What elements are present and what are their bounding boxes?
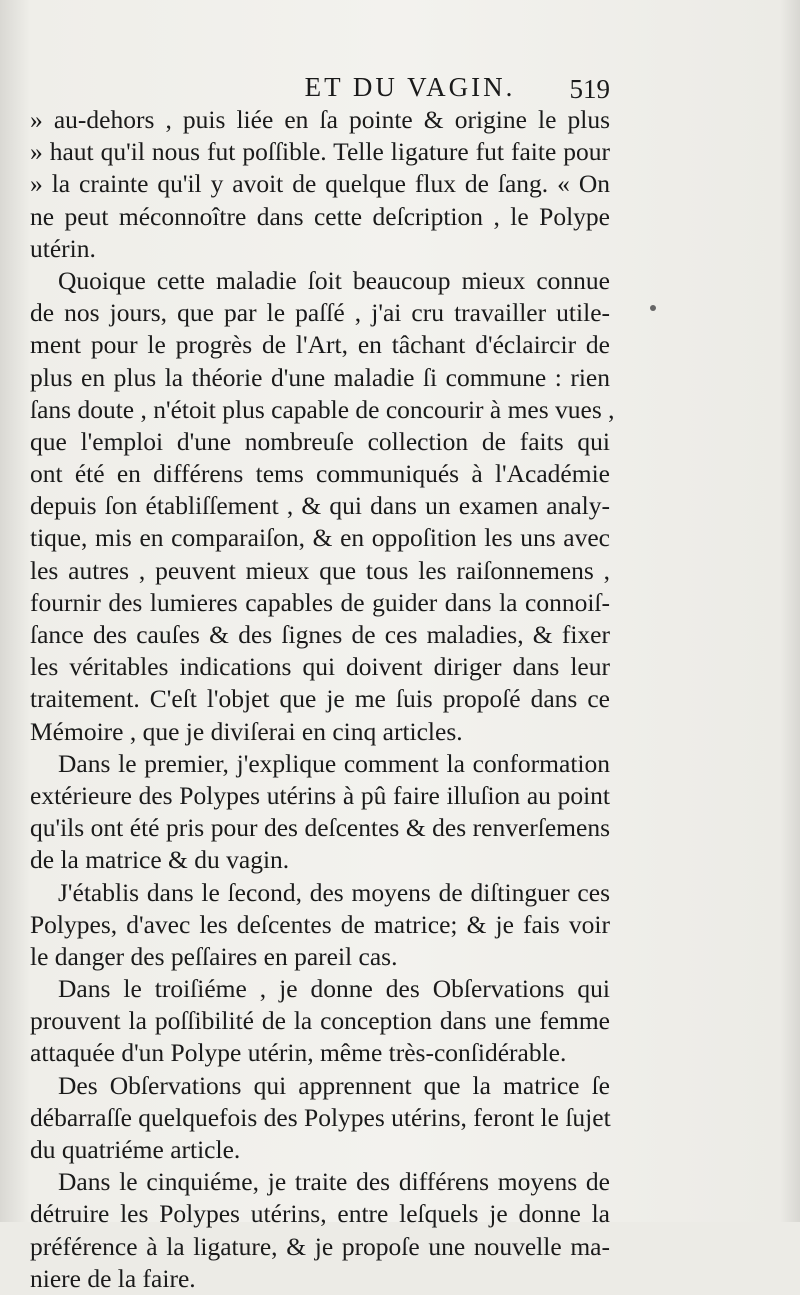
text-line: » haut qu'il nous fut poſſible. Telle ligature fut faite pour (30, 137, 610, 167)
text-line: détruire les Polypes utérins, entre leſquels je donne la (30, 1199, 610, 1229)
text-line: J'établis dans le ſecond, des moyens de diſtinguer ces (58, 877, 610, 907)
page-number: 519 (569, 74, 610, 104)
text-line: extérieure des Polypes utérins à pû faire illuſion au point (30, 780, 610, 810)
text-line: niere de la faire. (30, 1263, 196, 1293)
text-line: » la crainte qu'il y avoit de quelque flux de ſang. « On (30, 169, 610, 199)
text-line: Dans le premier, j'explique comment la conformation (58, 748, 610, 778)
text-line: ne peut méconnoître dans cette deſcription , le Polype (30, 201, 610, 231)
running-title: ET DU VAGIN. (304, 72, 516, 102)
text-line: traitement. C'eſt l'objet que je me ſuis propoſé dans ce (30, 684, 610, 714)
text-line: Des Obſervations qui apprennent que la matrice ſe (58, 1070, 610, 1100)
text-line: Mémoire , que je diviſerai en cinq articles. (30, 716, 463, 746)
text-line: Dans le cinquiéme, je traite des différens moyens de (58, 1167, 610, 1197)
text-line: ſans doute , n'étoit plus capable de concourir à mes vues , (30, 394, 615, 424)
text-line: Polypes, d'avec les deſcentes de matrice; & je fais voir (30, 909, 610, 939)
text-line: Quoique cette maladie ſoit beaucoup mieux connue (58, 265, 610, 295)
text-line: les autres , peuvent mieux que tous les raiſonnemens , (30, 555, 610, 585)
text-line: que l'emploi d'une nombreuſe collection de faits qui (30, 426, 610, 456)
ink-speck (650, 305, 656, 311)
text-line: qu'ils ont été pris pour des deſcentes & des renverſemens (30, 813, 610, 843)
text-line: préférence à la ligature, & je propoſe une nouvelle ma- (30, 1231, 610, 1261)
text-line: attaquée d'un Polype utérin, même très-conſidérable. (30, 1038, 567, 1068)
text-line: de nos jours, que par le paſſé , j'ai cru travailler utile- (30, 298, 610, 328)
text-line: » au-dehors , puis liée en ſa pointe & origine le plus (30, 105, 610, 134)
text-line: prouvent la poſſibilité de la conception dans une femme (30, 1006, 610, 1036)
text-line: plus en plus la théorie d'une maladie ſi commune : rien (30, 362, 610, 392)
text-line: le danger des peſſaires en pareil cas. (30, 941, 398, 971)
text-line: du quatriéme article. (30, 1135, 241, 1164)
text-line: fournir des lumieres capables de guider dans la connoiſ- (30, 587, 610, 617)
text-line: ont été en différens tems communiqués à l'Académie (30, 459, 610, 489)
text-line: ment pour le progrès de l'Art, en tâchant d'éclaircir de (30, 330, 610, 360)
body-text (30, 104, 615, 1295)
text-line: de la matrice & du vagin. (30, 845, 290, 875)
text-line: les véritables indications qui doivent diriger dans leur (30, 652, 610, 682)
text-line: depuis ſon établiſſement , & qui dans un examen analy- (30, 491, 610, 521)
text-line: utérin. (30, 233, 96, 263)
text-line: ſance des cauſes & des ſignes de ces maladies, & fixer (30, 620, 610, 649)
text-line: tique, mis en comparaiſon, & en oppoſition les uns avec (30, 523, 610, 553)
text-line: Dans le troiſiéme , je donne des Obſervations qui (58, 974, 610, 1004)
text-line: débarraſſe quelquefois des Polypes utérins, feront le ſujet (30, 1102, 611, 1132)
